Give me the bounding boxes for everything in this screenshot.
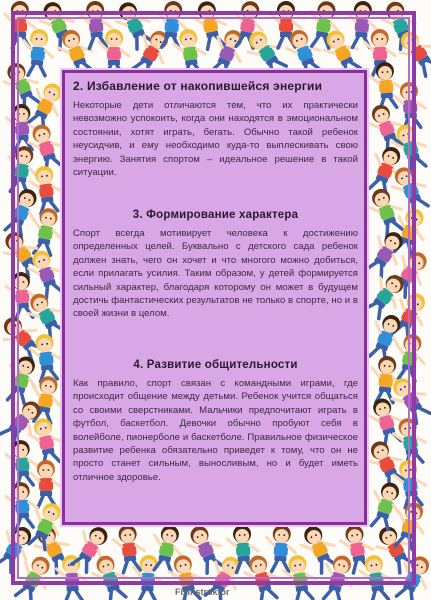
section-title: 4. Развитие общительности (133, 359, 298, 371)
section-text: Некоторые дети отличаются тем, что их практически невозможно успокоить, когда они находятся в эмоциональном состоянии, хотят играть, бегать. Обычно такой ребенок неусидчив, и ему необходимо куда-то выплескивать свою энергию. Занятия спортом – идеальное решение в такой ситуации. (73, 100, 358, 179)
section-sociability (73, 359, 358, 484)
section-text: Спорт всегда мотивирует человека к достижению определенных целей. Буквально с детского сада ребенок должен знать, чего он хочет и что многого можно добиться, если прилагать усилия. Таким образом, у детей формируется сильный характер, благодаря которому он может в будущем достичь фантастических результатов не только в спорте, но и в своей жизни в целом. (73, 228, 358, 320)
section-title: 3. Формирование характера (132, 209, 299, 221)
content-panel (62, 70, 367, 525)
section-character (73, 209, 358, 321)
watermark: Fizinstruktor (175, 587, 230, 597)
section-text: Как правило, спорт связан с командными играми, где происходит общение между детьми. Ребенок учится общаться со своими сверстниками. Мальчики предпочитают играть в футбол, баскетбол. Девочки обычно пробуют себя в волейболе, пионерболе и баскетболе. Правильное физическое развитие ребенка обязательно приведет к тому, что он не просто станет сильным, выносливым, но и будет иметь отличное здоровье. (73, 378, 358, 483)
section-energy (73, 79, 358, 179)
section-title: 2. Избавление от накопившейся энергии (73, 79, 323, 93)
